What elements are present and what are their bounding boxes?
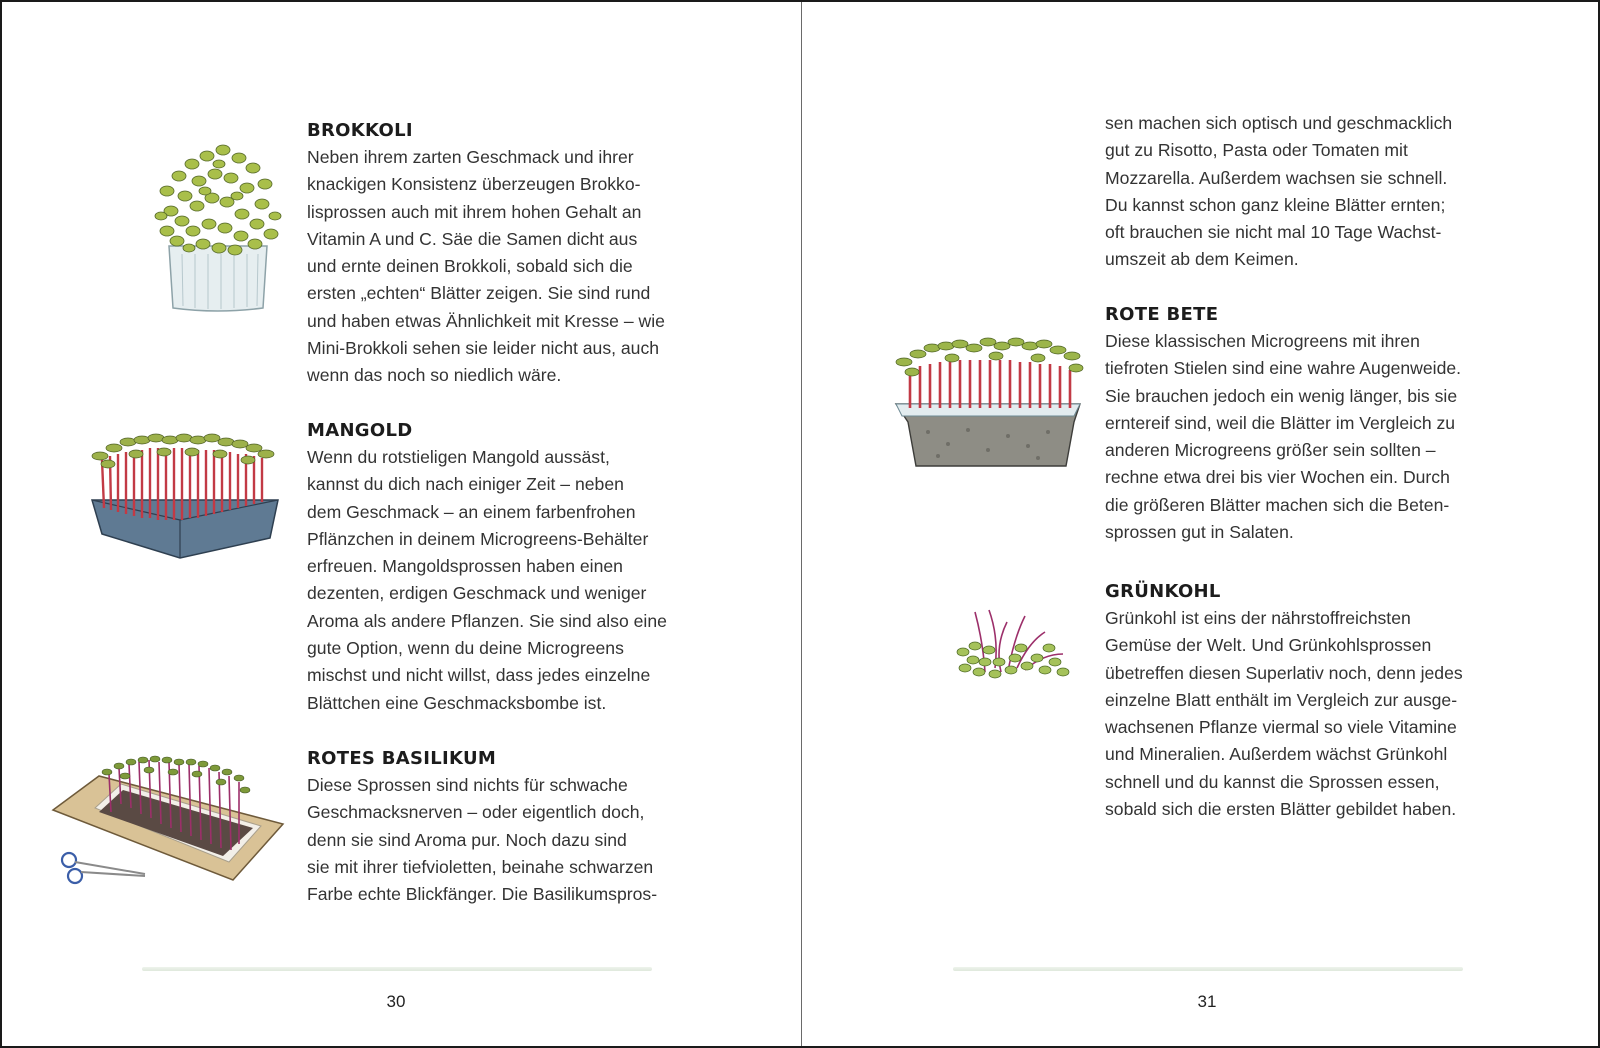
left-page <box>2 2 802 1046</box>
heading-rote-bete: ROTE BETE <box>1105 304 1219 325</box>
right-page <box>803 2 1598 1046</box>
broccoli-sprouts-illustration <box>147 136 287 316</box>
section-gruenkohl <box>1105 578 1475 823</box>
page-number-right: 31 <box>1197 992 1217 1011</box>
section-mangold <box>307 417 667 717</box>
footer-rule-right <box>953 967 1463 971</box>
kale-sprouts-illustration <box>955 602 1075 682</box>
text-rotes-basilikum: Diese Sprossen sind nichts für schwache Geschmacksnerven – oder eigentlich doch, denn sie sind Aroma pur. Noch dazu sind sie mit ihrer tiefvioletten, beinahe schwarzen Farbe echte Blickfänger. Die Basilikumspros- <box>307 775 658 905</box>
text-rote-bete: Diese klassischen Microgreens mit ihren tiefroten Stielen sind eine wahre Augenweide. Sie brauchen jedoch ein wenig länger, bis sie erntereif sind, weil die Blätter im Vergleich zu anderen Microgreens größer sein sollten – rechne etwa drei bis vier Wochen ein. Durch die größeren Blätter machen sich die Beten- sprossen gut in Salaten. <box>1105 331 1462 543</box>
section-rote-bete <box>1105 301 1475 546</box>
text-brokkoli: Neben ihrem zarten Geschmack und ihrer knackigen Konsistenz überzeugen Brokko- lisprossen auch mit ihrem hohen Gehalt an Vitamin A und C. Säe die Samen dicht aus und ernte deinen Brokkoli, sobald sich die ersten „echten“ Blätter zeigen. Sie sind rund und haben etwas Ähnlichkeit mit Kresse – wie Mini-Brokkoli sehen sie leider nicht aus, auch wenn das noch so niedlich wäre. <box>307 147 665 386</box>
text-gruenkohl: Grünkohl ist eins der nährstoffreichsten Gemüse der Welt. Und Grünkohlsprossen übetreffen diesen Superlativ noch, denn jedes einzelne Blatt enthält im Vergleich zur ausge- wachsenen Pflanze viermal so viele Vitamine und Mineralien. Außerdem wächst Grünkohl schnell und du kannst die Sprossen essen, sobald sich die ersten Blätter gebildet haben. <box>1105 608 1463 820</box>
beetroot-sprouts-illustration <box>888 332 1088 472</box>
heading-brokkoli: BROKKOLI <box>307 120 413 141</box>
red-basil-sprouts-illustration <box>47 754 287 894</box>
section-brokkoli <box>307 117 667 390</box>
heading-rotes-basilikum: ROTES BASILIKUM <box>307 748 497 769</box>
continued-text-basilikum: sen machen sich optisch und geschmacklich gut zu Risotto, Pasta oder Tomaten mit Mozzarella. Außerdem wachsen sie schnell. Du kannst schon ganz kleine Blätter ernten; oft brauchen sie nicht mal 10 Tage Wachst- umszeit ab dem Keimen. <box>1105 113 1453 270</box>
page-number-left: 30 <box>386 992 406 1011</box>
footer-rule-left <box>142 967 652 971</box>
chard-sprouts-illustration <box>80 430 290 570</box>
page-gutter <box>801 2 802 1046</box>
section-rotes-basilikum <box>307 745 667 908</box>
text-mangold: Wenn du rotstieligen Mangold aussäst, kannst du dich nach einiger Zeit – neben dem Geschmack – an einem farbenfrohen Pflänzchen in deinem Microgreens-Behälter erfreuen. Mangoldsprossen haben einen dezenten, erdigen Geschmack und weniger Aroma als andere Pflanzen. Sie sind also eine gute Option, wenn du deine Microgreens mischst und nicht willst, dass jedes einzelne Blättchen eine Geschmacksbombe ist. <box>307 447 667 713</box>
heading-gruenkohl: GRÜNKOHL <box>1105 581 1221 602</box>
heading-mangold: MANGOLD <box>307 420 413 441</box>
